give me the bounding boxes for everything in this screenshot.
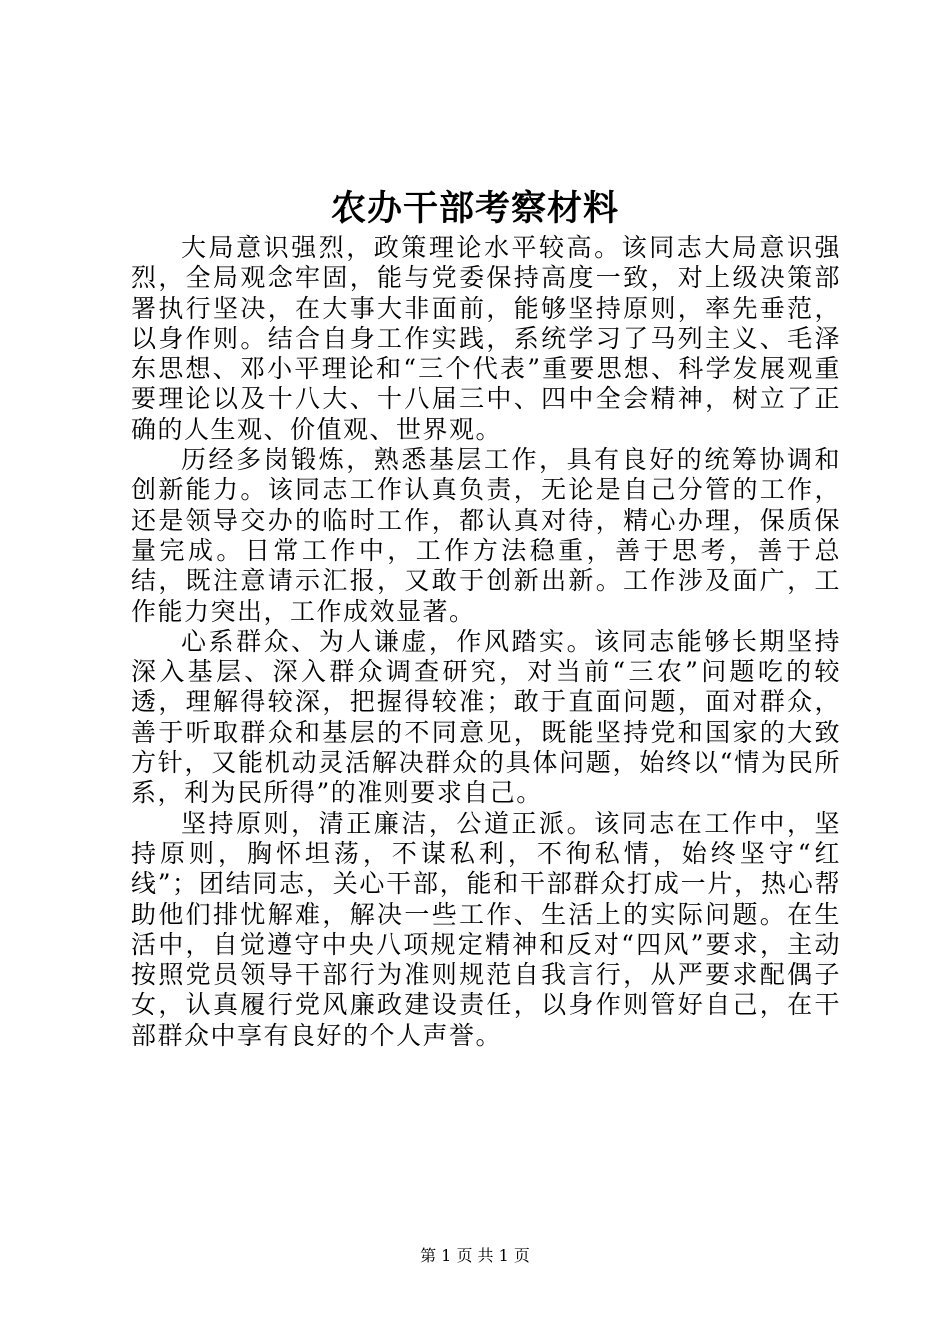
paragraph-3: 心系群众、为人谦虚，作风踏实。该同志能够长期坚持深入基层、深入群众调查研究，对当前“三农”问题吃的较透，理解得较深，把握得较准；敢于直面问题，面对群众，善于听取群众和基层的不同意见，既能坚持党和国家的大致方针，又能机动灵活解决群众的具体问题，始终以“情为民所系，利为民所得”的准则要求自己。 [131, 626, 841, 808]
paragraph-4: 坚持原则，清正廉洁，公道正派。该同志在工作中，坚持原则，胸怀坦荡，不谋私利，不徇私情，始终坚守“红线”；团结同志，关心干部，能和干部群众打成一片，热心帮助他们排忧解难，解决一些工作、生活上的实际问题。在生活中，自觉遵守中央八项规定精神和反对“四风”要求，主动按照党员领导干部行为准则规范自我言行，从严要求配偶子女，认真履行党风廉政建设责任，以身作则管好自己，在干部群众中享有良好的个人声誉。 [131, 808, 841, 1050]
document-body [131, 233, 841, 1051]
document-title: 农办干部考察材料 [330, 188, 619, 229]
page-footer: 第 1 页 共 1 页 [420, 1246, 530, 1265]
paragraph-1: 大局意识强烈，政策理论水平较高。该同志大局意识强烈，全局观念牢固，能与党委保持高度一致，对上级决策部署执行坚决，在大事大非面前，能够坚持原则，率先垂范，以身作则。结合自身工作实践，系统学习了马列主义、毛泽东思想、邓小平理论和“三个代表”重要思想、科学发展观重要理论以及十八大、十八届三中、四中全会精神，树立了正确的人生观、价值观、世界观。 [131, 233, 841, 444]
paragraph-2: 历经多岗锻炼，熟悉基层工作，具有良好的统筹协调和创新能力。该同志工作认真负责，无论是自己分管的工作，还是领导交办的临时工作，都认真对待，精心办理，保质保量完成。日常工作中，工作方法稳重，善于思考，善于总结，既注意请示汇报，又敢于创新出新。工作涉及面广，工作能力突出，工作成效显著。 [131, 445, 841, 626]
